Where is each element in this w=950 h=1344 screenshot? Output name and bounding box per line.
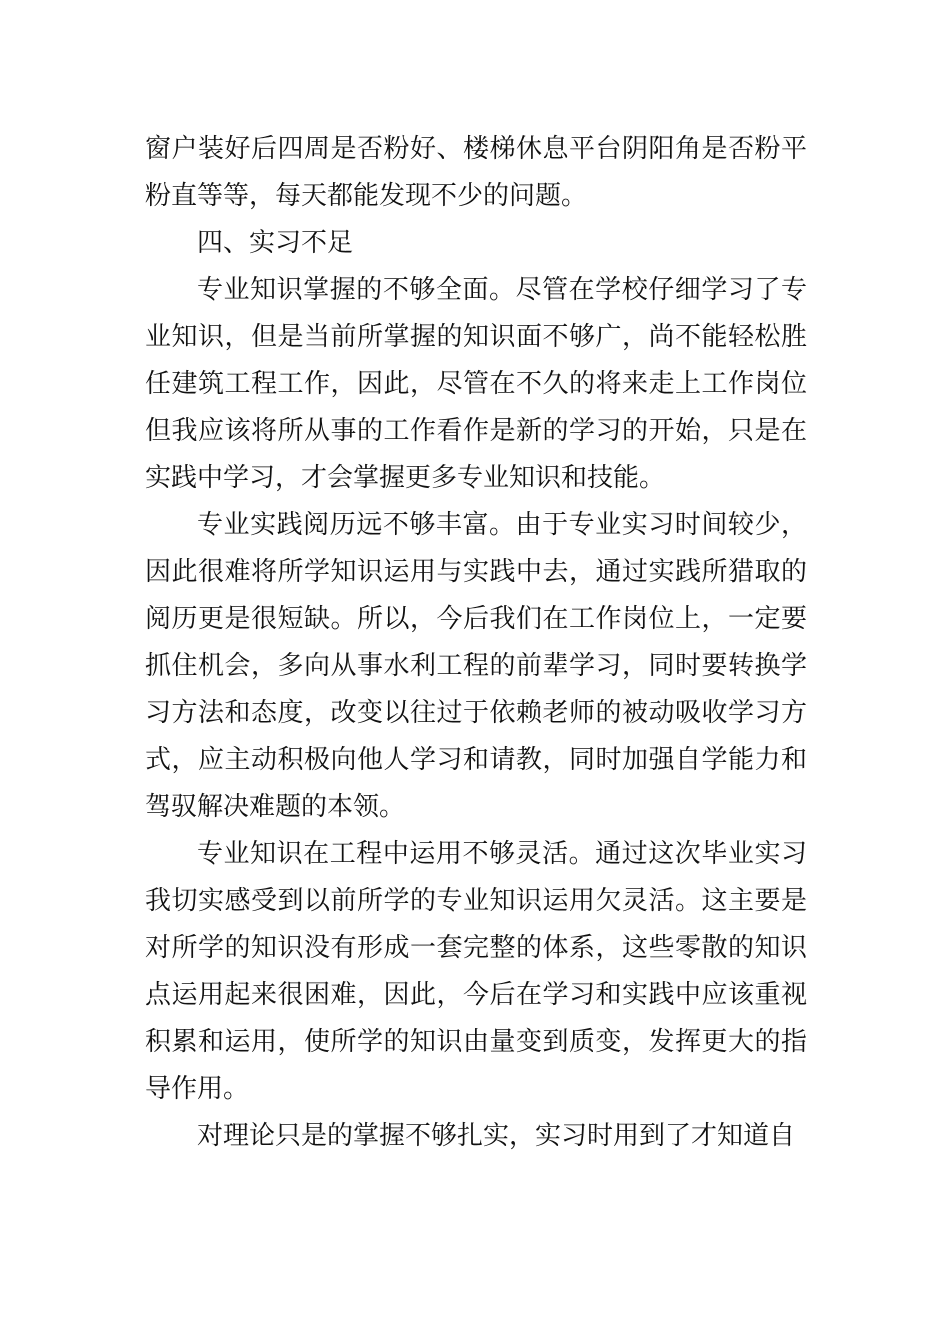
paragraph-continuation: 窗户装好后四周是否粉好、楼梯休息平台阴阳角是否粉平粉直等等，每天都能发现不少的问题。: [145, 134, 807, 211]
section-heading: 四、实习不足: [197, 228, 354, 258]
body-text: [145, 126, 807, 1160]
paragraph-application: 专业知识在工程中运用不够灵活。通过这次毕业实习我切实感受到以前所学的专业知识运用欠灵活。这主要是对所学的知识没有形成一套完整的体系，这些零散的知识点运用起来很困难，因此，今后在学习和实践中应该重视积累和运用，使所学的知识由量变到质变，发挥更大的指导作用。: [145, 839, 807, 1104]
paragraph-theory: 对理论只是的掌握不够扎实，实习时用到了才知道自: [197, 1121, 796, 1151]
paragraph-knowledge: 专业知识掌握的不够全面。尽管在学校仔细学习了专业知识，但是当前所掌握的知识面不够广，尚不能轻松胜任建筑工程工作，因此，尽管在不久的将来走上工作岗位但我应该将所从事的工作看作是新的学习的开始，只是在实践中学习，才会掌握更多专业知识和技能。: [145, 275, 807, 493]
paragraph-practice: 专业实践阅历远不够丰富。由于专业实习时间较少，因此很难将所学知识运用与实践中去，通过实践所猎取的阅历更是很短缺。所以，今后我们在工作岗位上，一定要抓住机会，多向从事水利工程的前辈学习，同时要转换学习方法和态度，改变以往过于依赖老师的被动吸收学习方式，应主动积极向他人学习和请教，同时加强自学能力和驾驭解决难题的本领。: [145, 510, 807, 822]
